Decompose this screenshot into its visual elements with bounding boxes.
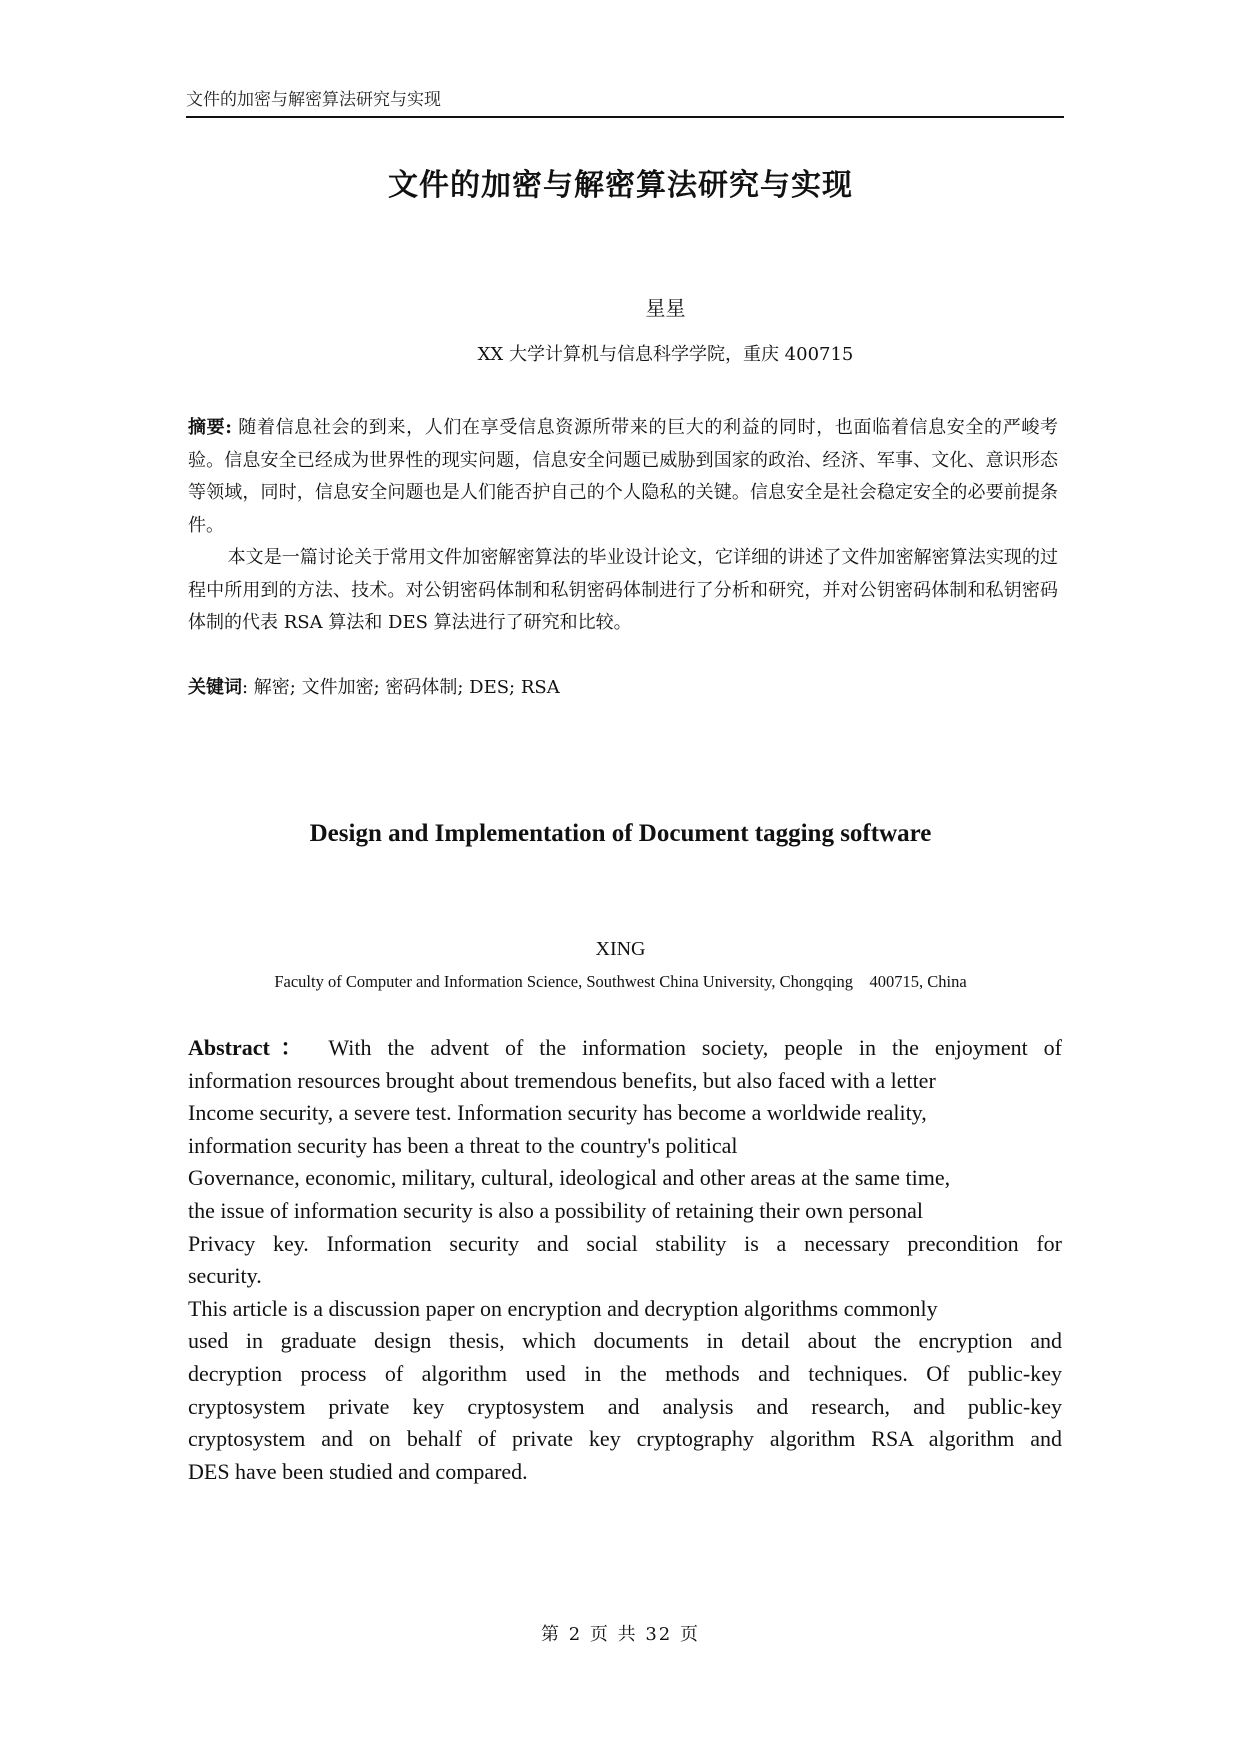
english-author: XING (595, 938, 646, 960)
chinese-keywords-text: : 解密; 文件加密; 密码体制; DES; RSA (242, 677, 560, 698)
english-title: Design and Implementation of Document tagging software (309, 820, 932, 847)
english-abstract (188, 1032, 1062, 1488)
chinese-abstract (188, 412, 1058, 640)
english-abstract-line: DES have been studied and compared. (188, 1458, 528, 1484)
english-affiliation: Faculty of Computer and Information Science, Southwest China University, Chongqing 400715, China (274, 972, 967, 991)
chinese-affiliation: XX 大学计算机与信息科学学院，重庆 400715 (477, 344, 854, 365)
page-number: 第 2 页 共 32 页 (541, 1624, 700, 1645)
english-abstract-line: This article is a discussion paper on encryption and decryption algorithms commonly (188, 1295, 938, 1321)
english-abstract-line: Privacy key. Information security and social stability is a necessary precondition for (188, 1230, 1062, 1256)
running-title: 文件的加密与解密算法研究与实现 (186, 90, 441, 110)
english-abstract-line: cryptosystem and on behalf of private key cryptography algorithm RSA algorithm and (188, 1426, 1062, 1452)
english-abstract-line: information resources brought about tremendous benefits, but also faced with a letter (188, 1067, 936, 1093)
chinese-abstract-paragraph-2: 本文是一篇讨论关于常用文件加密解密算法的毕业设计论文，它详细的讲述了文件加密解密算法实现的过程中所用到的方法、技术。对公钥密码体制和私钥密码体制进行了分析和研究，并对公钥密码体制和私钥密码体制的代表 RSA 算法和 DES 算法进行了研究和比较。 (188, 547, 1058, 633)
chinese-abstract-label: 摘要: (188, 417, 232, 438)
english-abstract-line: cryptosystem private key cryptosystem and analysis and research, and public-key (188, 1393, 1062, 1419)
english-abstract-line (188, 1032, 1062, 1065)
chinese-title: 文件的加密与解密算法研究与实现 (388, 168, 853, 203)
chinese-keywords (188, 672, 1058, 704)
english-abstract-line: Governance, economic, military, cultural, ideological and other areas at the same time, (188, 1165, 951, 1191)
chinese-keywords-label: 关键词 (188, 677, 242, 698)
english-abstract-text: With the advent of the information society, people in the enjoyment of (312, 1035, 1062, 1060)
chinese-abstract-paragraph-1 (188, 412, 1058, 542)
english-abstract-line: decryption process of algorithm used in the methods and techniques. Of public-key (188, 1360, 1062, 1386)
english-abstract-colon: ： (269, 1035, 313, 1060)
english-abstract-line: used in graduate design thesis, which documents in detail about the encryption and (188, 1328, 1062, 1354)
english-abstract-label: Abstract (188, 1035, 270, 1060)
english-abstract-line: information security has been a threat to the country's political (188, 1132, 738, 1158)
english-abstract-line: Income security, a severe test. Information security has become a worldwide reality, (188, 1100, 927, 1126)
chinese-author: 星星 (645, 296, 686, 320)
running-header (186, 86, 1064, 118)
chinese-abstract-text-1: 随着信息社会的到来，人们在享受信息资源所带来的巨大的利益的同时，也面临着信息安全的严峻考验。信息安全已经成为世界性的现实问题，信息安全问题已威胁到国家的政治、经济、军事、文化、意识形态等领域，同时，信息安全问题也是人们能否护自己的个人隐私的关键。信息安全是社会稳定安全的必要前提条件。 (188, 417, 1058, 536)
english-abstract-line: security. (188, 1263, 262, 1289)
english-abstract-line: the issue of information security is also a possibility of retaining their own personal (188, 1197, 924, 1223)
